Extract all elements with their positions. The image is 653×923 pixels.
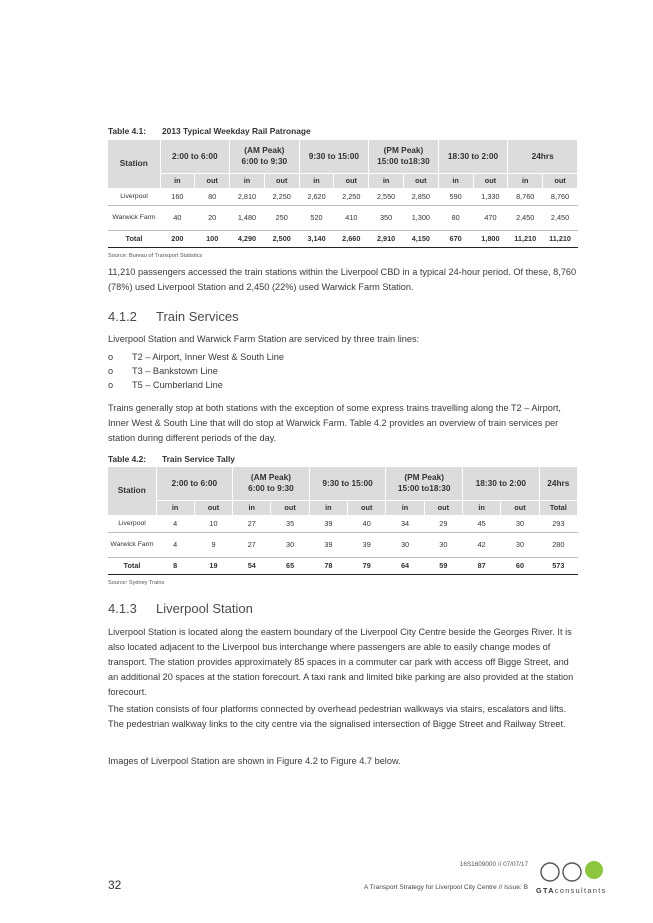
header-period-3: 9:30 to 15:00 [299, 140, 369, 173]
sub-header: in [369, 173, 404, 188]
sub-header: out [501, 500, 539, 515]
sub-header: out [424, 500, 462, 515]
table-cell: 250 [264, 205, 299, 230]
sub-header: in [299, 173, 334, 188]
table-cell: 4 [156, 532, 194, 557]
table-cell: 520 [299, 205, 334, 230]
table-cell: 1,330 [473, 188, 508, 205]
logo-text: GTAconsultants [536, 886, 607, 895]
row-label: Liverpool [108, 188, 160, 205]
header-period-1: 2:00 to 6:00 [160, 140, 230, 173]
list-item [108, 380, 223, 390]
header-period-6: 24hrs [508, 140, 578, 173]
table-row [108, 515, 578, 532]
sub-header: out [264, 173, 299, 188]
table-cell: 29 [424, 515, 462, 532]
table-cell: 470 [473, 205, 508, 230]
bullet-marker: o [108, 380, 114, 390]
table-cell: 4,150 [403, 230, 438, 247]
table-4-2-caption [108, 454, 235, 464]
table-cell: 2,450 [543, 205, 578, 230]
table-cell: 40 [348, 515, 386, 532]
table-cell: 280 [539, 532, 577, 557]
header-period-2: (AM Peak) 6:00 to 9:30 [230, 140, 300, 173]
table-cell: 2,910 [369, 230, 404, 247]
footer-document-title: A Transport Strategy for Liverpool City Centre // Issue: B [363, 884, 528, 891]
section-heading [108, 601, 253, 616]
list-item-text: T5 – Cumberland Line [132, 380, 223, 390]
table-title: Train Service Tally [162, 454, 235, 464]
logo-circles-icon [538, 859, 610, 885]
table-cell: 2,810 [230, 188, 265, 205]
table-number: Table 4.2: [108, 454, 147, 464]
table-cell: 1,480 [230, 205, 265, 230]
table-cell: 11,210 [543, 230, 578, 247]
header-period-3: 9:30 to 15:00 [309, 467, 386, 500]
table-cell: 2,250 [264, 188, 299, 205]
table-4-2 [108, 467, 578, 575]
bullet-marker: o [108, 366, 114, 376]
table-total-row [108, 230, 578, 247]
table-cell: 2,660 [334, 230, 369, 247]
table-cell: 27 [233, 515, 271, 532]
table-cell: 64 [386, 557, 424, 574]
sub-header: out [543, 173, 578, 188]
table-number: Table 4.1: [108, 126, 147, 136]
table-cell: 1,800 [473, 230, 508, 247]
header-period-1: 2:00 to 6:00 [156, 467, 233, 500]
sub-header: out [334, 173, 369, 188]
row-label: Total [108, 230, 160, 247]
table-4-1-caption [108, 126, 311, 136]
paragraph: Liverpool Station and Warwick Farm Station are serviced by three train lines: [108, 334, 420, 344]
sub-header: out [473, 173, 508, 188]
list-item-text: T3 – Bankstown Line [132, 366, 218, 376]
table-cell: 160 [160, 188, 195, 205]
table-cell: 42 [463, 532, 501, 557]
table-cell: 2,620 [299, 188, 334, 205]
table-cell: 78 [309, 557, 347, 574]
section-title: Train Services [156, 309, 239, 324]
table-row [108, 188, 578, 205]
table-cell: 30 [271, 532, 309, 557]
row-label: Total [108, 557, 156, 574]
table-cell: 30 [424, 532, 462, 557]
sub-header: out [403, 173, 438, 188]
table-cell: 3,140 [299, 230, 334, 247]
sub-header: Total [539, 500, 577, 515]
paragraph: The station consists of four platforms connected by overhead pedestrian walkways via stairs, escalators and lifts. The pedestrian walkway links to the city centre via the signalised intersection of Bigge Street and Railway Street. [108, 704, 567, 729]
table-cell: 30 [386, 532, 424, 557]
table-cell: 350 [369, 205, 404, 230]
sub-header: in [463, 500, 501, 515]
header-period-4: (PM Peak) 15:00 to18:30 [386, 467, 463, 500]
list-item [108, 352, 284, 362]
table-4-1 [108, 140, 578, 248]
footer-reference: 16S1609000 // 07/07/17 [459, 861, 528, 868]
table-cell: 87 [463, 557, 501, 574]
section-title: Liverpool Station [156, 601, 253, 616]
section-number: 4.1.2 [108, 309, 137, 324]
header-period-4: (PM Peak) 15:00 to18:30 [369, 140, 439, 173]
sub-header: in [156, 500, 194, 515]
table-cell: 11,210 [508, 230, 543, 247]
page-number: 32 [108, 878, 122, 892]
table-cell: 80 [438, 205, 473, 230]
sub-header: out [348, 500, 386, 515]
table-cell: 54 [233, 557, 271, 574]
table-cell: 60 [501, 557, 539, 574]
table-cell: 20 [195, 205, 230, 230]
paragraph: Liverpool Station is located along the eastern boundary of the Liverpool City Centre beside the Georges River. It is also located adjacent to the Liverpool bus interchange where passengers are able to easily change modes of transport. The station provides approximately 85 spaces in a commuter car park with access off Bigge Street, and an additional 20 spaces at the station forecourt. A taxi rank and limited bike parking are also provided at the station forecourt. [108, 627, 574, 697]
table-cell: 2,500 [264, 230, 299, 247]
row-label: Warwick Farm [108, 205, 160, 230]
table-cell: 59 [424, 557, 462, 574]
table-cell: 30 [501, 515, 539, 532]
sub-header: in [233, 500, 271, 515]
header-station: Station [108, 467, 156, 515]
header-station: Station [108, 140, 160, 188]
list-item-text: T2 – Airport, Inner West & South Line [132, 352, 285, 362]
table-cell: 19 [194, 557, 232, 574]
table-title: 2013 Typical Weekday Rail Patronage [162, 126, 311, 136]
header-period-2: (AM Peak) 6:00 to 9:30 [233, 467, 310, 500]
section-number: 4.1.3 [108, 601, 137, 616]
row-label: Warwick Farm [108, 532, 156, 557]
table-cell: 200 [160, 230, 195, 247]
table-cell: 65 [271, 557, 309, 574]
table-cell: 2,250 [334, 188, 369, 205]
table-cell: 670 [438, 230, 473, 247]
table-total-row [108, 557, 578, 574]
table-cell: 573 [539, 557, 577, 574]
sub-header: in [438, 173, 473, 188]
table-cell: 10 [194, 515, 232, 532]
table-cell: 9 [194, 532, 232, 557]
header-period-5: 18:30 to 2:00 [438, 140, 508, 173]
paragraph: Images of Liverpool Station are shown in Figure 4.2 to Figure 4.7 below. [108, 756, 401, 766]
sub-header: in [230, 173, 265, 188]
table-source: Source: Sydney Trains [108, 580, 165, 586]
table-cell: 30 [501, 532, 539, 557]
paragraph: 11,210 passengers accessed the train stations within the Liverpool CBD in a typical 24-hour period. Of these, 8,760 (78%) used Liverpool Station and 2,450 (22%) used Warwick Farm Station. [108, 267, 577, 292]
table-cell: 39 [348, 532, 386, 557]
paragraph: Trains generally stop at both stations with the exception of some express trains travelling along the T2 – Airport, Inner West & South Line that will do stop at Warwick Farm. Table 4.2 provides an overview of train services per station during different periods of the day. [108, 403, 561, 443]
table-cell: 4,290 [230, 230, 265, 247]
sub-header: in [160, 173, 195, 188]
header-period-5: 18:30 to 2:00 [463, 467, 540, 500]
table-cell: 8,760 [543, 188, 578, 205]
table-cell: 39 [309, 515, 347, 532]
table-cell: 2,550 [369, 188, 404, 205]
table-cell: 4 [156, 515, 194, 532]
list-item [108, 366, 218, 376]
bullet-marker: o [108, 352, 114, 362]
table-cell: 1,300 [403, 205, 438, 230]
sub-header: in [309, 500, 347, 515]
table-cell: 79 [348, 557, 386, 574]
table-cell: 590 [438, 188, 473, 205]
sub-header: out [195, 173, 230, 188]
table-cell: 2,450 [508, 205, 543, 230]
header-period-6: 24hrs [539, 467, 577, 500]
sub-header: out [194, 500, 232, 515]
sub-header: out [271, 500, 309, 515]
table-cell: 35 [271, 515, 309, 532]
table-row [108, 532, 578, 557]
sub-header: in [386, 500, 424, 515]
table-cell: 45 [463, 515, 501, 532]
table-cell: 27 [233, 532, 271, 557]
table-cell: 100 [195, 230, 230, 247]
table-source: Source: Bureau of Transport Statistics [108, 253, 203, 259]
section-heading [108, 309, 239, 324]
gta-consultants-logo [538, 859, 618, 899]
table-cell: 410 [334, 205, 369, 230]
table-cell: 34 [386, 515, 424, 532]
table-row [108, 205, 578, 230]
table-cell: 40 [160, 205, 195, 230]
table-cell: 2,850 [403, 188, 438, 205]
sub-header: in [508, 173, 543, 188]
table-cell: 8 [156, 557, 194, 574]
row-label: Liverpool [108, 515, 156, 532]
table-cell: 39 [309, 532, 347, 557]
table-cell: 8,760 [508, 188, 543, 205]
table-cell: 80 [195, 188, 230, 205]
table-cell: 293 [539, 515, 577, 532]
